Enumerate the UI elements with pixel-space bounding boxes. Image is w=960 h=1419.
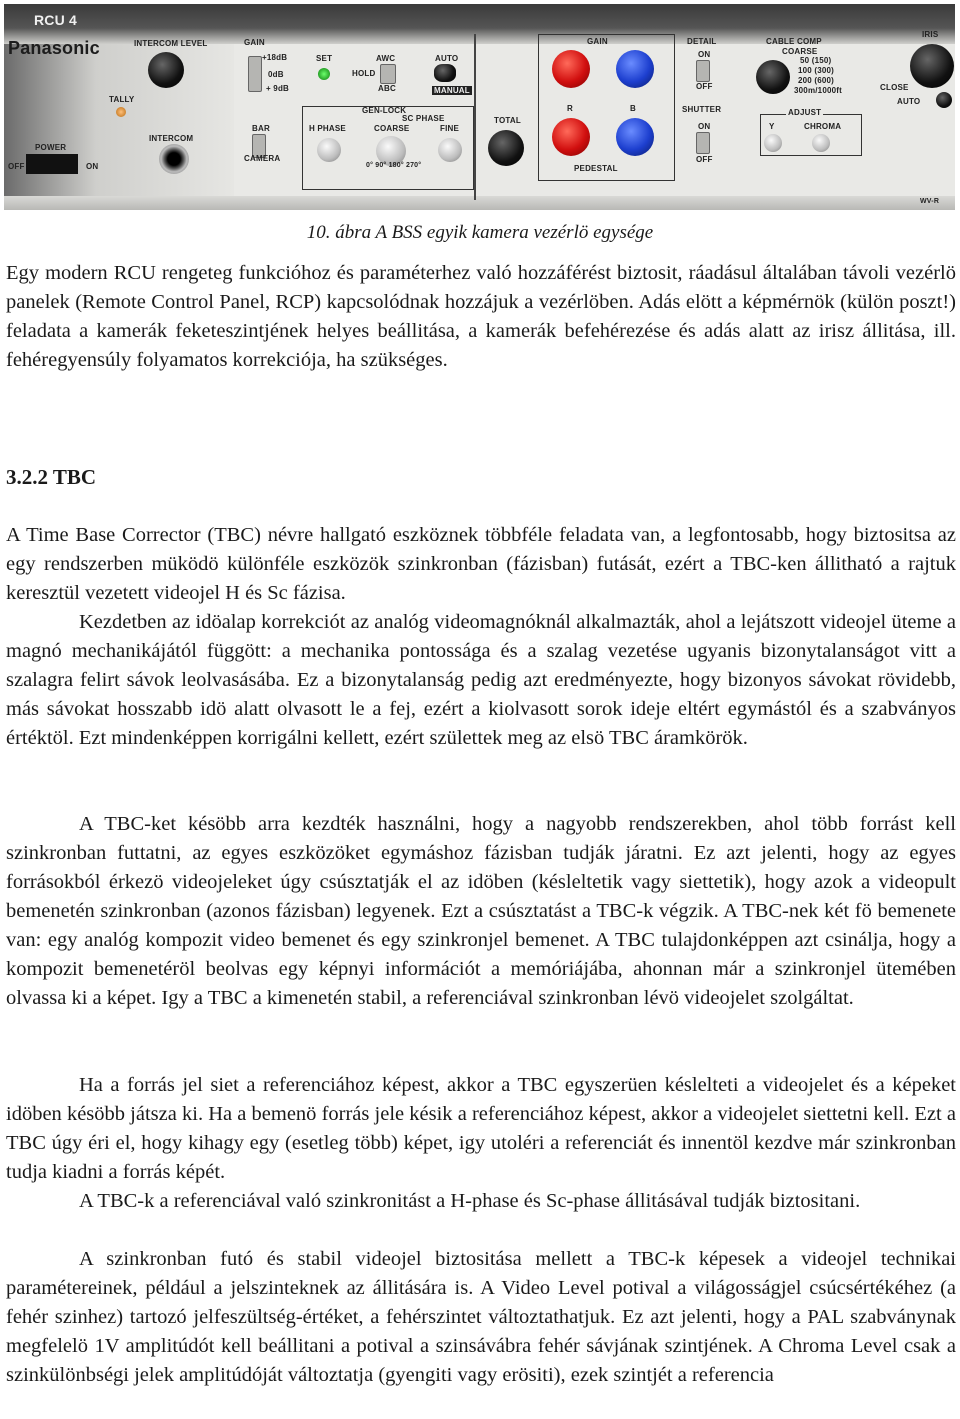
set-label: SET — [316, 54, 333, 63]
camera-control-unit-photo — [4, 4, 955, 210]
camera-label: CAMERA — [244, 154, 281, 163]
detail-on-label: ON — [698, 50, 711, 59]
power-switch — [26, 154, 78, 174]
y-adjust-knob — [764, 134, 782, 152]
chroma-label: CHROMA — [804, 122, 842, 131]
detail-switch — [696, 60, 710, 82]
adjust-label: ADJUST — [788, 108, 822, 117]
h-phase-label: H PHASE — [309, 124, 346, 133]
pedestal-r-knob — [552, 118, 590, 156]
auto-label: AUTO — [435, 54, 459, 63]
cable-comp-knob — [756, 60, 790, 94]
gain-rgb-label: GAIN — [587, 37, 608, 46]
coarse-label: COARSE — [374, 124, 410, 133]
gain-b-knob — [616, 50, 654, 88]
total-pedestal-knob — [488, 130, 524, 166]
intro-paragraph: Egy modern RCU rengeteg funkcióhoz és paraméterhez való hozzáférést biztosit, ráadásul általában távoli vezérlö panelek (Remote Control Panel, RCP) kapcsolódnak hozzájuk a vezérlöben. Adás elött a képmérnök (külön poszt!) feladata a kamerák feketeszintjének helyes beállitása, a kamerák befehérezése és adás alatt az irisz állitása, ill. fehéregyensúly folyamatos korrekciója, ha szükséges. — [6, 262, 956, 371]
awc-switch — [380, 64, 396, 84]
intercom-level-knob — [148, 52, 184, 88]
iris-auto-button — [936, 92, 952, 108]
panel-bottom-strip — [4, 196, 955, 210]
iris-knob — [910, 44, 954, 88]
gain-switch — [248, 56, 262, 92]
chroma-adjust-knob — [812, 134, 830, 152]
pedestal-b-knob — [616, 118, 654, 156]
shutter-on-label: ON — [698, 122, 711, 131]
bar-label: BAR — [252, 124, 270, 133]
panel-brand-label: Panasonic — [8, 38, 100, 58]
power-label: POWER — [35, 143, 67, 152]
paragraph-4: Ha a forrás jel siet a referenciához képest, akkor a TBC egyszerüen késlelteti a videojelet és a képeket idöben késöbb játsza ki. Ha a bemenö forrás jele késik a referenciához képest, akkor a videojelet siettetni kell. Ezt a TBC úgy éri el, hogy kihagy egy (esetleg több) képet, igy utoléri a referenciát és innentöl kezdve már szinkronban tudja kiadni a forrás képét. — [6, 1074, 956, 1183]
paragraph-2: Kezdetben az idöalap korrekciót az analóg videomagnóknál alkalmazták, ahol a lejátszott videojel üteme a magnó mechanikájától függött: a mechanika pontossága és a szalag vezetése ugyanis bizonytalanságot vitt a szalagra felirt sávok leolvasásába. Ez a bizonytalanság pedig azt eredményezte, hogy bizonyos sávokat rövidebb, más sávokat hosszabb idö alatt olvasott le a fej, ezért a kiolvasott sorok ideje eltért egymástól és a szabványos értéktöl. Ezt mindenképpen korrigálni kellett, ezért születtek meg az elsö TBC áramkörök. — [6, 611, 956, 749]
detail-off-label: OFF — [696, 82, 713, 91]
cable-value-100: 100 (300) — [798, 66, 835, 75]
section-divider — [474, 34, 476, 200]
cable-comp-label: CABLE COMP — [766, 37, 822, 46]
shutter-switch — [696, 132, 710, 154]
b-label: B — [630, 104, 636, 113]
tally-lamp — [116, 107, 126, 117]
sc-fine-knob — [438, 138, 462, 162]
gain-r-knob — [552, 50, 590, 88]
iris-label: IRIS — [922, 30, 939, 39]
r-label: R — [567, 104, 573, 113]
gen-lock-label: GEN-LOCK — [362, 106, 407, 115]
cable-value-50: 50 (150) — [800, 56, 832, 65]
gain-label: GAIN — [244, 38, 265, 47]
h-phase-knob — [317, 138, 341, 162]
fine-label: FINE — [440, 124, 460, 133]
panel-model-label: RCU 4 — [34, 12, 78, 28]
abc-label: ABC — [378, 84, 396, 93]
intercom-level-label: INTERCOM LEVEL — [134, 39, 208, 48]
y-label: Y — [769, 122, 775, 131]
intercom-jack — [159, 144, 189, 174]
paragraph-6: A szinkronban futó és stabil videojel biztositása mellett a TBC-k képesek a videojel technikai paramétereinek, például a jelszinteknek az állitására is. A Video Level potival a világosságjel csúcsértékéhez (a fehér szinhez) tartozó jelfeszültség-értéket, a fehérszintet változtathatjuk. Ez azt jelenti, hogy a PAL szabványnak megfelelö 1V amplitúdót kell beállitani a potival a szinsávábra fehér sávjának szintjének. A Chroma Level csak a szinkülönbségi jelek amplitúdóját változtatja (gyengiti vagy erösiti), ezek szintjét a referencia — [6, 1248, 956, 1386]
auto-button — [434, 64, 456, 82]
paragraph-5: A TBC-k a referenciával való szinkronitást a H-phase és Sc-phase állitásával tudják biztositani. — [79, 1190, 861, 1212]
intercom-label: INTERCOM — [149, 134, 194, 143]
tally-label: TALLY — [109, 95, 135, 104]
gain-0db-label: 0dB — [268, 70, 284, 79]
figure-caption: 10. ábra A BSS egyik kamera vezérlö egysége — [306, 222, 654, 243]
gain-18db-label: +18dB — [262, 53, 288, 62]
paragraph-1: A Time Base Corrector (TBC) névre hallgató eszköznek többféle feladata van, a legfontosabb, hogy biztositsa az egy rendszerben müködö különféle eszközök szinkronban (fázisban) futását, ezért a TBC-ken állitható a rajtuk keresztül vezetett videojel H és Sc fázisa. — [6, 524, 956, 604]
paragraph-3: A TBC-ket késöbb arra kezdték használni, hogy a nagyobb rendszerekben, ahol több forrást kell szinkronban futtatni, az egyes eszközöket egymáshoz fázisban tudják járatni. Ez azt jelenti, hogy az egyes forrásokból érkezö videojeleket úgy csúsztatják el az idöben (késleltetik vagy siettetik), hogy azok a videopult bemenetén szinkronban (azonos fázisban) legyenek. Ezt a csúsztatást a TBC-k végzik. A TBC-nek két fö bemenete van: egy analóg kompozit video bemenet és egy szinkronjel bemenet. A TBC tulajdonképpen azt csinálja, hogy a kompozit bemenetéröl beolvas egy képnyi információt a memóriájába, ahonnan már a szinkronjel ütemében olvassa ki a képet. Igy a TBC a kimenetén stabil, a referenciával szinkronban lévö videojelet szolgáltat. — [6, 813, 956, 1009]
wv-label: WV-R — [920, 198, 940, 205]
sc-phase-label: SC PHASE — [402, 114, 445, 123]
cable-coarse-label: COARSE — [782, 47, 818, 56]
gain-9db-label: + 9dB — [266, 84, 290, 93]
shutter-label: SHUTTER — [682, 105, 722, 114]
detail-label: DETAIL — [687, 37, 717, 46]
iris-close-label: CLOSE — [880, 83, 909, 92]
iris-auto-label: AUTO — [897, 97, 921, 106]
awc-label: AWC — [376, 54, 396, 63]
cable-value-200: 200 (600) — [798, 76, 835, 85]
power-on-label: ON — [86, 162, 99, 171]
shutter-off-label: OFF — [696, 155, 713, 164]
pedestal-label: PEDESTAL — [574, 164, 618, 173]
power-off-label: OFF — [8, 162, 25, 171]
cable-value-300: 300m/1000ft — [794, 86, 843, 95]
manual-label: MANUAL — [434, 86, 470, 95]
phase-degrees-label: 0° 90° 180° 270° — [366, 162, 422, 169]
total-label: TOTAL — [494, 116, 521, 125]
hold-label: HOLD — [352, 69, 376, 78]
section-heading: 3.2.2 TBC — [6, 465, 97, 489]
set-led — [318, 68, 330, 80]
